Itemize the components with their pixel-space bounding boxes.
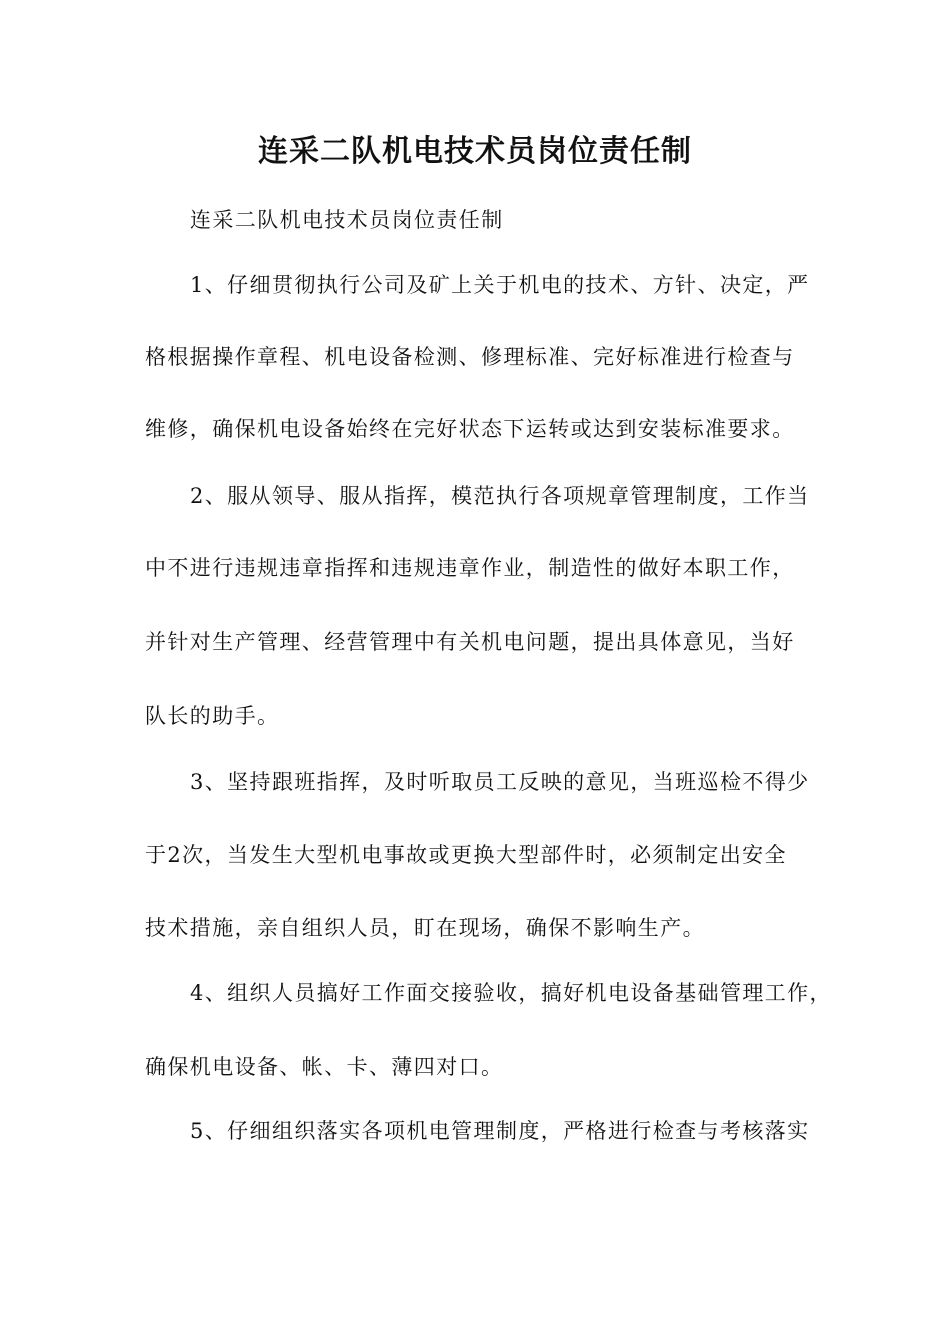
paragraph-4-line-1: 4、组织人员搞好工作面交接验收，搞好机电设备基础管理工作，	[190, 981, 832, 1005]
paragraph-3-line-1: 3、坚持跟班指挥，及时听取员工反映的意见，当班巡检不得少	[190, 770, 810, 794]
paragraph-3-line-3: 技术措施，亲自组织人员，盯在现场，确保不影响生产。	[145, 916, 705, 940]
document-title: 连采二队机电技术员岗位责任制	[258, 134, 692, 169]
paragraph-2-line-4: 队长的助手。	[145, 704, 280, 728]
paragraph-1-line-1: 1、仔细贯彻执行公司及矿上关于机电的技术、方针、决定，严	[190, 273, 810, 297]
subtitle-line: 连采二队机电技术员岗位责任制	[190, 208, 504, 232]
paragraph-1-line-3: 维修，确保机电设备始终在完好状态下运转或达到安装标准要求。	[145, 417, 795, 441]
paragraph-5-line-1: 5、仔细组织落实各项机电管理制度，严格进行检查与考核落实	[190, 1119, 810, 1143]
paragraph-2-line-2: 中不进行违规违章指挥和违规违章作业，制造性的做好本职工作，	[145, 556, 795, 580]
paragraph-3-line-2: 于2次，当发生大型机电事故或更换大型部件时，必须制定出安全	[145, 843, 787, 867]
paragraph-1-line-2: 格根据操作章程、机电设备检测、修理标准、完好标准进行检查与	[145, 345, 795, 369]
paragraph-2-line-1: 2、服从领导、服从指挥，模范执行各项规章管理制度，工作当	[190, 484, 810, 508]
paragraph-4-line-2: 确保机电设备、帐、卡、薄四对口。	[145, 1055, 504, 1079]
paragraph-2-line-3: 并针对生产管理、经营管理中有关机电问题，提出具体意见，当好	[145, 630, 795, 654]
